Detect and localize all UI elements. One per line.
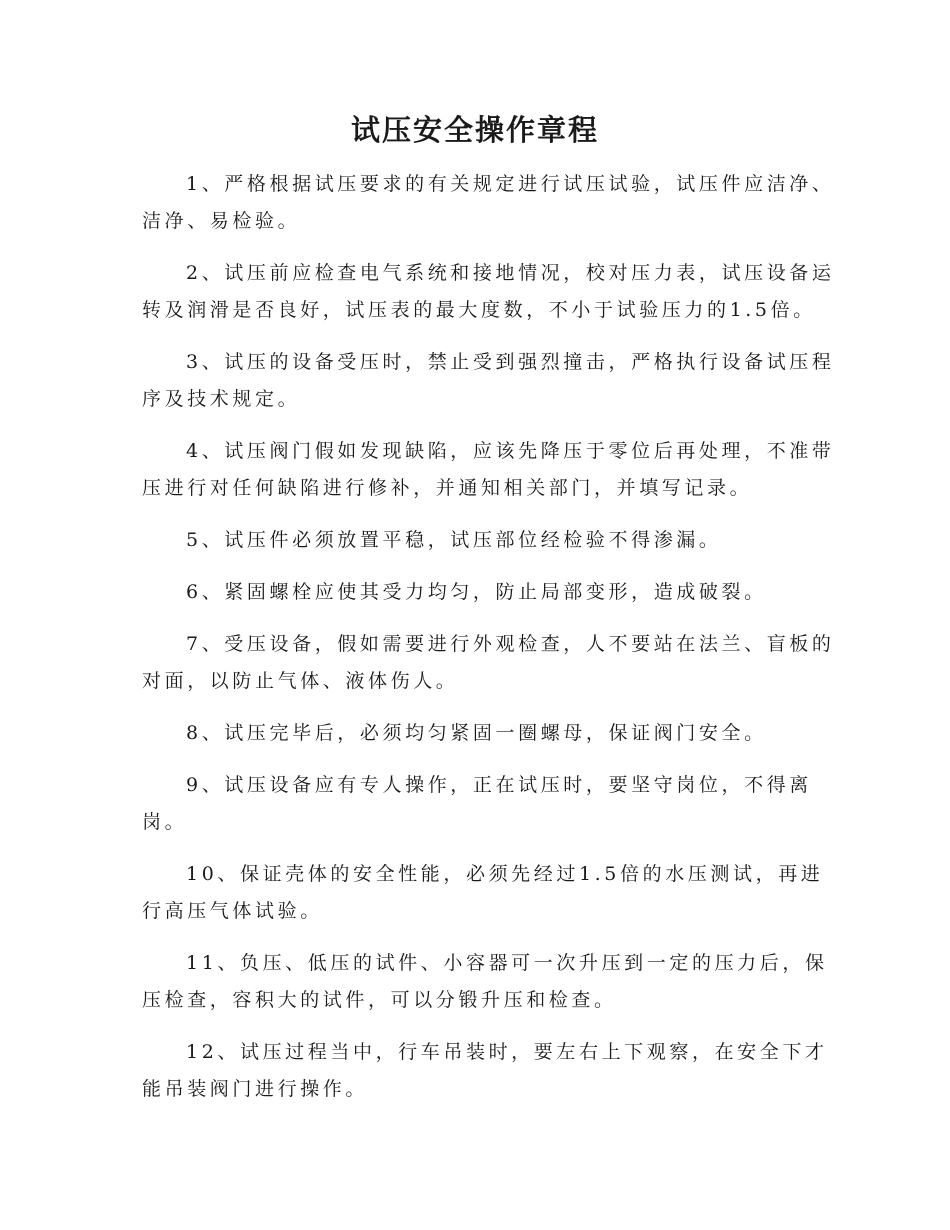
paragraph-line: 2、试压前应检查电气系统和接地情况，校对压力表，试压设备运	[186, 262, 835, 284]
paragraph-4	[142, 433, 835, 507]
paragraph-10	[142, 856, 824, 930]
paragraph-line: 6、紧固螺栓应使其受力均匀，防止局部变形，造成破裂。	[186, 581, 767, 603]
paragraph-6	[142, 574, 812, 611]
paragraph-8	[142, 715, 812, 752]
paragraph-1	[142, 166, 835, 240]
paragraph-line: 10、保证壳体的安全性能，必须先经过1.5倍的水压测试，再进	[186, 863, 824, 885]
paragraph-3	[142, 344, 835, 418]
paragraph-line: 7、受压设备，假如需要进行外观检查，人不要站在法兰、盲板的	[186, 633, 835, 655]
paragraph-line: 5、试压件必须放置平稳，试压部位经检验不得渗漏。	[186, 529, 722, 551]
paragraph-line: 4、试压阀门假如发现缺陷，应该先降压于零位后再处理，不准带	[186, 440, 835, 462]
paragraph-line: 12、试压过程当中，行车吊装时，要左右上下观察，在安全下才	[186, 1041, 828, 1063]
paragraph-line: 3、试压的设备受压时，禁止受到强烈撞击，严格执行设备试压程	[186, 351, 835, 373]
paragraph-line: 转及润滑是否良好，试压表的最大度数，不小于试验压力的1.5倍。	[142, 299, 816, 321]
paragraph-5	[142, 522, 812, 559]
paragraph-line: 压进行对任何缺陷进行修补，并通知相关部门，并填写记录。	[142, 477, 753, 499]
paragraph-12	[142, 1034, 828, 1108]
document-body	[142, 166, 835, 1123]
paragraph-line: 洁净、易检验。	[142, 210, 301, 232]
paragraph-line: 行高压气体试验。	[142, 900, 323, 922]
paragraph-7	[142, 626, 835, 700]
paragraph-line: 压检查，容积大的试件，可以分锻升压和检查。	[142, 989, 617, 1011]
paragraph-line: 岗。	[142, 811, 188, 833]
paragraph-2	[142, 255, 835, 329]
document-title: 试压安全操作章程	[350, 113, 599, 147]
paragraph-line: 序及技术规定。	[142, 388, 301, 410]
paragraph-line: 11、负压、低压的试件、小容器可一次升压到一定的压力后，保	[186, 952, 828, 974]
paragraph-line: 能吊装阀门进行操作。	[142, 1078, 369, 1100]
paragraph-11	[142, 945, 828, 1019]
paragraph-9	[142, 767, 812, 841]
paragraph-line: 对面，以防止气体、液体伤人。	[142, 670, 459, 692]
paragraph-line: 9、试压设备应有专人操作，正在试压时，要坚守岗位，不得离	[186, 774, 812, 796]
paragraph-line: 8、试压完毕后，必须均匀紧固一圈螺母，保证阀门安全。	[186, 722, 767, 744]
paragraph-line: 1、严格根据试压要求的有关规定进行试压试验，试压件应洁净、	[186, 173, 835, 195]
